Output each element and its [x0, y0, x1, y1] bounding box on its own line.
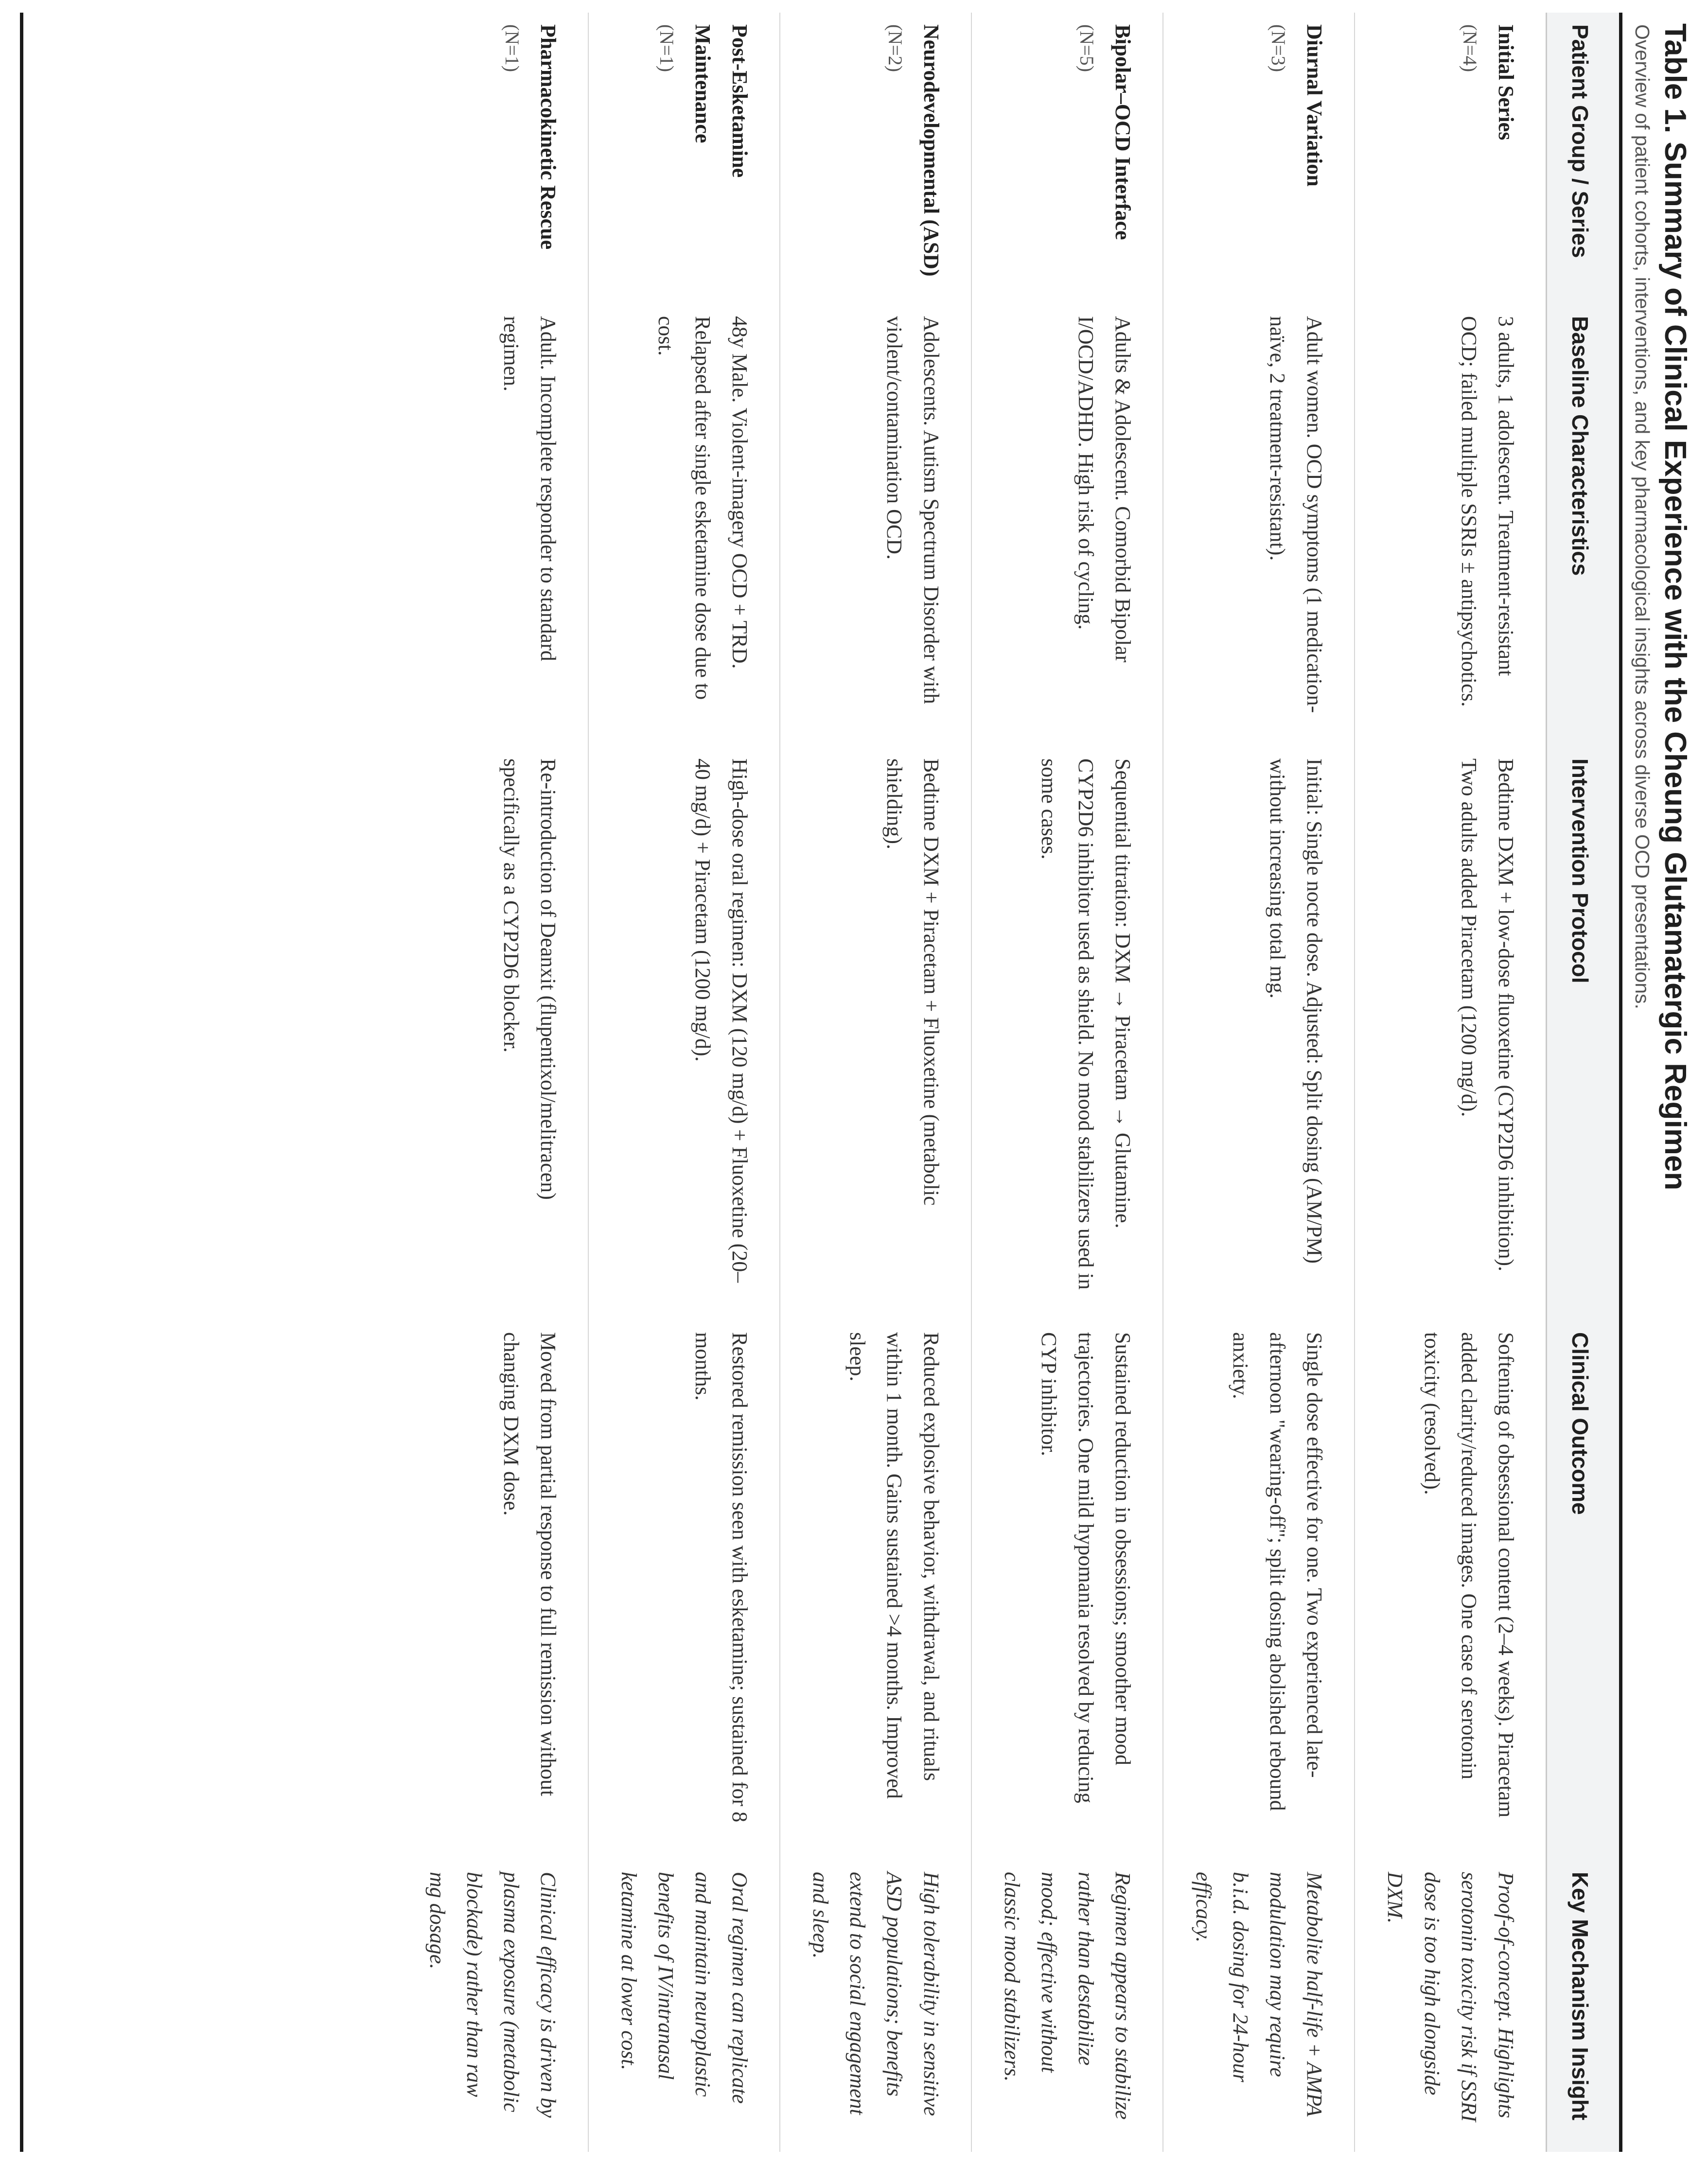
table-row [1355, 13, 1547, 2152]
outcome-cell: Restored remission seen with esketamine; sustained for 8 months. [588, 1320, 780, 1860]
header-row [1547, 13, 1620, 2152]
top-rule [1619, 13, 1622, 2152]
table-row [780, 13, 971, 2152]
header-baseline: Baseline Characteristics [1547, 304, 1620, 747]
bottom-rule [20, 13, 23, 2152]
group-count: (N=1) [656, 24, 678, 72]
baseline-cell: Adults & Adolescent. Comorbid Bipolar I/OCD/ADHD. High risk of cycling. [971, 304, 1163, 747]
outcome-cell: Reduced explosive behavior, withdrawal, and rituals within 1 month. Gains sustained >4 months. Improved sleep. [780, 1320, 971, 1860]
header-outcome: Clinical Outcome [1547, 1320, 1620, 1860]
group-cell [1355, 13, 1547, 304]
group-name: Bipolar–OCD Interface [1111, 24, 1135, 240]
group-cell [397, 13, 588, 304]
baseline-cell: 3 adults, 1 adolescent. Treatment-resistant OCD; failed multiple SSRIs ± antipsychotics. [1355, 304, 1547, 747]
group-cell [780, 13, 971, 304]
group-cell [971, 13, 1163, 304]
group-count: (N=3) [1268, 24, 1289, 72]
insight-cell: Oral regimen can replicate and maintain neuroplastic benefits of IV/intranasal ketamine at lower cost. [588, 1860, 780, 2152]
intervention-cell: Bedtime DXM + low-dose fluoxetine (CYP2D6 inhibition). Two adults added Piracetam (1200 mg/d). [1355, 747, 1547, 1320]
outcome-cell: Single dose effective for one. Two experienced late-afternoon "wearing-off"; split dosing abolished rebound anxiety. [1163, 1320, 1355, 1860]
intervention-cell: High-dose oral regimen: DXM (120 mg/d) + Fluoxetine (20–40 mg/d) + Piracetam (1200 mg/d). [588, 747, 780, 1320]
table-row [588, 13, 780, 2152]
table-title: Table 1. Summary of Clinical Experience with the Cheung Glutamatergic Regimen [1658, 23, 1692, 1191]
outcome-cell: Sustained reduction in obsessions; smoother mood trajectories. One mild hypomania resolved by reducing CYP inhibitor. [971, 1320, 1163, 1860]
group-name: Pharmacokinetic Rescue [536, 24, 560, 250]
group-name: Neurodevelopmental (ASD) [919, 24, 943, 277]
baseline-cell: Adolescents. Autism Spectrum Disorder with violent/contamination OCD. [780, 304, 971, 747]
insight-cell: Metabolite half-life + AMPA modulation may require b.i.d. dosing for 24-hour efficacy. [1163, 1860, 1355, 2152]
table-row [1163, 13, 1355, 2152]
group-count: (N=2) [884, 24, 906, 72]
insight-cell: Clinical efficacy is driven by plasma exposure (metabolic blockade) rather than raw mg dosage. [425, 1872, 560, 2118]
header-patient-group: Patient Group / Series [1547, 13, 1620, 304]
header-intervention: Intervention Protocol [1547, 747, 1620, 1320]
baseline-cell: 48y Male. Violent-imagery OCD + TRD. Relapsed after single esketamine dose due to cost. [588, 304, 780, 747]
group-cell [588, 13, 780, 304]
group-name: Diurnal Variation [1303, 24, 1326, 187]
table-row [971, 13, 1163, 2152]
group-count: (N=1) [501, 24, 523, 72]
intervention-cell: Bedtime DXM + Piracetam + Fluoxetine (metabolic shielding). [780, 747, 971, 1320]
insight-cell: Regimen appears to stabilize rather than destabilize mood; effective without classic mood stabilizers. [971, 1860, 1163, 2152]
table-row [397, 13, 588, 2152]
baseline-cell: Adult. Incomplete responder to standard regimen. [499, 316, 560, 661]
intervention-cell: Initial: Single nocte dose. Adjusted: Split dosing (AM/PM) without increasing total mg. [1163, 747, 1355, 1320]
group-name: Post-Esketamine Maintenance [691, 24, 752, 178]
group-count: (N=4) [1459, 24, 1481, 72]
group-count: (N=5) [1076, 24, 1098, 72]
group-name: Initial Series [1494, 24, 1518, 141]
insight-cell: High tolerability in sensitive ASD populations; benefits extend to social engagement and sleep. [780, 1860, 971, 2152]
group-cell [1163, 13, 1355, 304]
intervention-cell: Re-introduction of Deanxit (flupentixol/melitracen) specifically as a CYP2D6 blocker. [499, 758, 560, 1200]
summary-table [397, 13, 1619, 2152]
intervention-cell: Sequential titration: DXM → Piracetam → Glutamine. CYP2D6 inhibitor used as shield. No mood stabilizers used in some cases. [971, 747, 1163, 1320]
header-insight: Key Mechanism Insight [1547, 1860, 1620, 2152]
baseline-cell: Adult women. OCD symptoms (1 medication-naïve, 2 treatment-resistant). [1163, 304, 1355, 747]
outcome-cell: Softening of obsessional content (2–4 weeks). Piracetam added clarity/reduced images. One case of serotonin toxicity (resolved). [1355, 1320, 1547, 1860]
outcome-cell: Moved from partial response to full remission without changing DXM dose. [499, 1332, 560, 1796]
insight-cell: Proof-of-concept. Highlights serotonin toxicity risk if SSRI dose is too high alongside DXM. [1355, 1860, 1547, 2152]
table-subtitle: Overview of patient cohorts, interventions, and key pharmacological insights across diverse OCD presentations. [1631, 24, 1654, 1009]
